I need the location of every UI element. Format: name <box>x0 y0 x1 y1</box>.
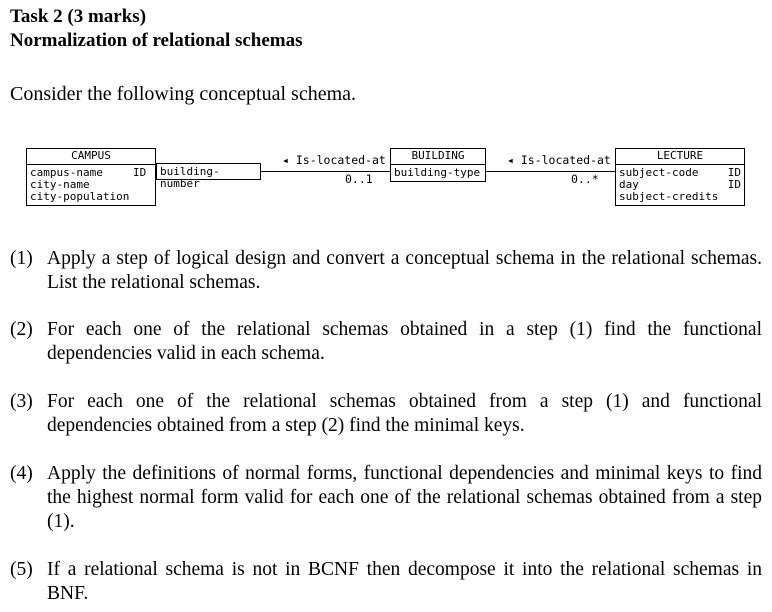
relationship-name-2: ◂ Is-located-at <box>507 153 611 167</box>
campus-attribute: campus-name <box>30 166 103 179</box>
question-number: (5) <box>10 559 33 580</box>
lecture-attribute: subject-code <box>619 166 699 179</box>
lecture-id-marker: ID <box>727 178 741 191</box>
question-2 <box>10 318 762 366</box>
question-text: Apply a step of logical design and convert a conceptual schema in the relational schemas. List the relational schemas. <box>47 248 762 293</box>
building-attribute: building-type <box>394 166 481 179</box>
campus-attribute: city-name <box>30 178 90 191</box>
question-1 <box>10 247 762 295</box>
lecture-attribute: day <box>619 178 639 191</box>
question-number: (1) <box>10 248 33 269</box>
entity-lecture-name: LECTURE <box>616 149 744 165</box>
question-text: For each one of the relational schemas obtained in a step (1) find the functional dependencies valid in each schema. <box>47 319 762 364</box>
task-title: Task 2 (3 marks) <box>10 6 147 27</box>
question-number: (4) <box>10 463 33 484</box>
question-number: (2) <box>10 319 33 340</box>
question-text: For each one of the relational schemas obtained from a step (1) and functional dependencies obtained from a step (2) find the minimal keys. <box>47 391 762 436</box>
relationship-cardinality-2: 0..* <box>571 172 599 186</box>
relationship-cardinality-1: 0..1 <box>345 172 373 186</box>
entity-building <box>390 148 486 182</box>
entity-campus-name: CAMPUS <box>27 149 155 165</box>
lecture-attribute-row <box>619 191 741 203</box>
intro-text: Consider the following conceptual schema. <box>10 83 357 105</box>
question-number: (3) <box>10 391 33 412</box>
entity-lecture <box>615 148 745 206</box>
entity-building-name: BUILDING <box>391 149 485 165</box>
question-text: If a relational schema is not in BCNF then decompose it into the relational schemas in BNF. <box>47 559 762 604</box>
campus-attribute: city-population <box>30 190 130 203</box>
lecture-attribute: subject-credits <box>619 190 719 203</box>
question-4 <box>10 462 762 534</box>
relationship-name-1: ◂ Is-located-at <box>282 153 386 167</box>
campus-id-marker: ID <box>133 166 147 179</box>
question-3 <box>10 390 762 438</box>
question-text: Apply the definitions of normal forms, functional dependencies and minimal keys to find the highest normal form valid for each one of the relational schemas obtained from a step (1). <box>47 463 762 532</box>
campus-identifier-box: building-number <box>156 163 261 180</box>
task-subtitle: Normalization of relational schemas <box>10 30 303 51</box>
lecture-id-marker: ID <box>727 166 741 179</box>
question-5 <box>10 558 762 606</box>
